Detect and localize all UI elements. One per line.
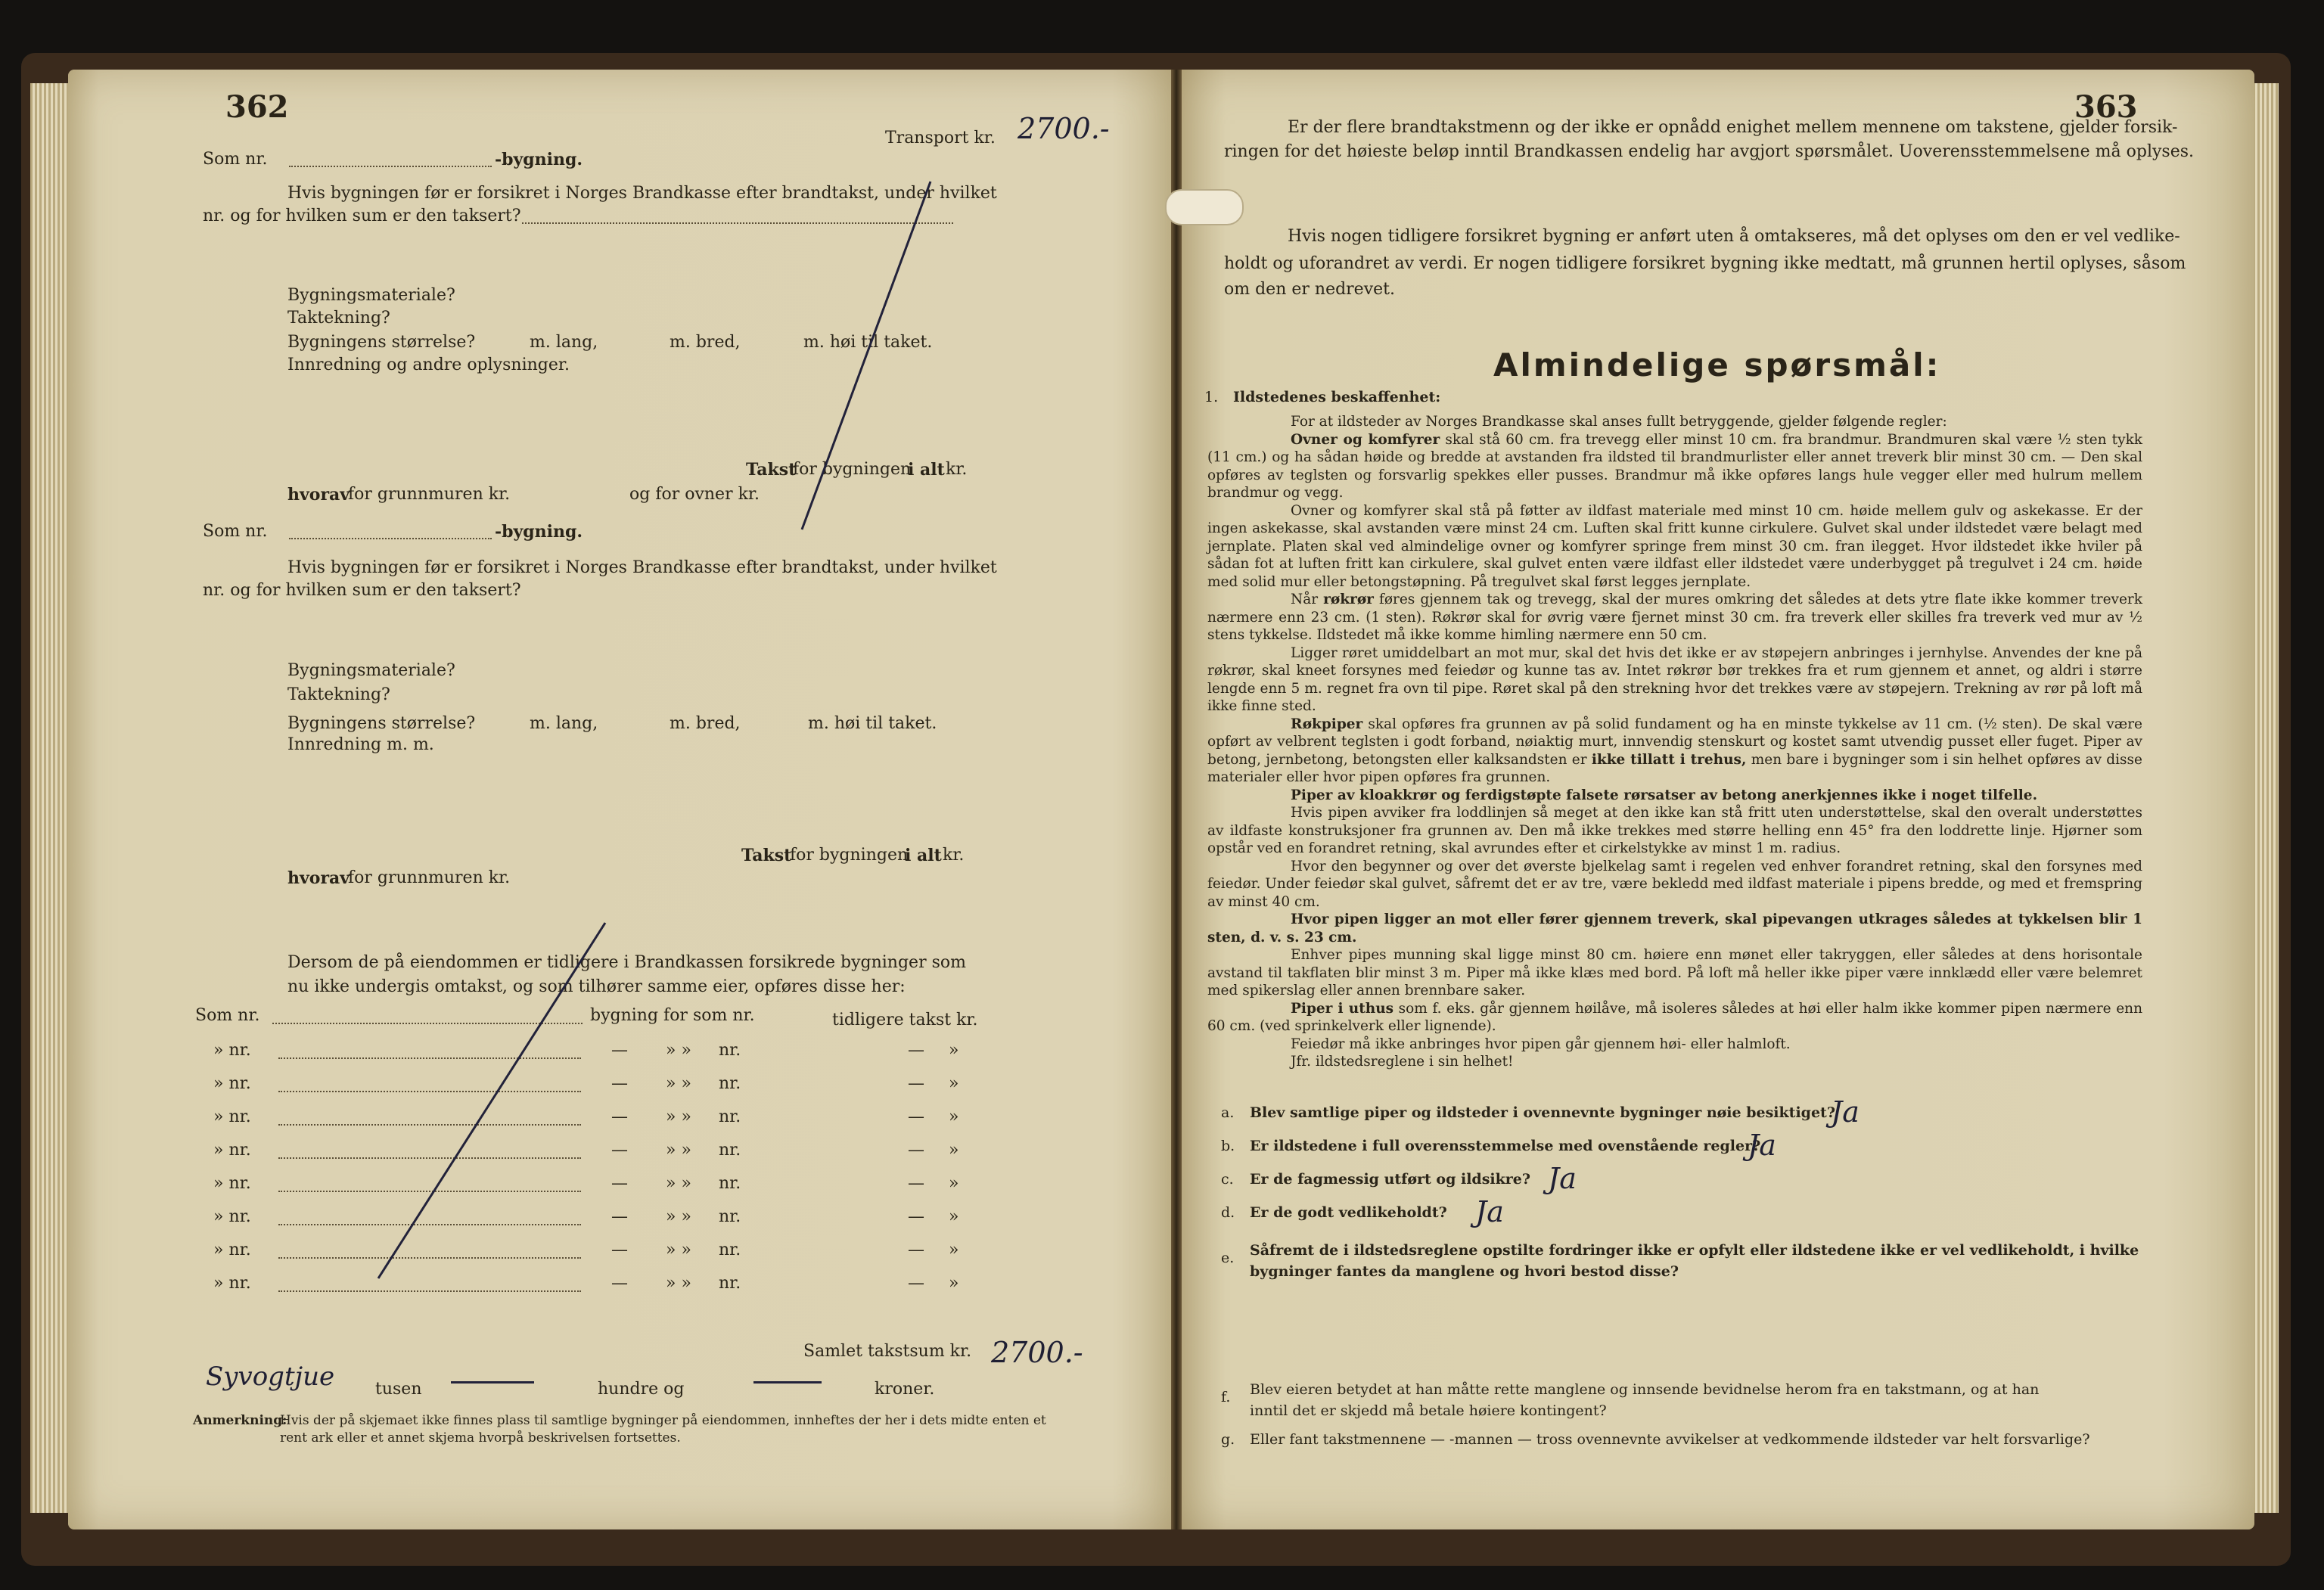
innredning-1: Innredning og andre oplysninger. <box>287 356 570 374</box>
list-first-takst: tidligere takst kr. <box>832 1011 978 1029</box>
rule-p3: Ovner og komfyrer skal stå på føtter av ildfast materiale med minst 10 cm. høide mellem gulv og askekasse. Er der ingen askekasse, skal avstanden være minst 24 cm. Luften skal fritt kunne cirkulere. Gulvet skal under ildstedet være belagt med jernplate. Platen skal ved almindelige ovner og komfyrer springe frem minst 30 cm. fran ilegget. Hvor ildstedet ikke hviler på sådan fot at luften fritt kan cirkulere, skal gulvet enten være ildfast eller ildstedet være underbygget på tregulvet i 24 cm. høide med solid mur eller betongstøpning. På tregulvet skal først legges jernplate. <box>1207 502 2142 590</box>
list-row-dash2: — <box>908 1041 924 1060</box>
rule-p12 <box>1207 1000 2142 1036</box>
question-answer: Ja <box>1475 1195 1504 1228</box>
hvis-text-1b: nr. og for hvilken sum er den taksert? <box>203 207 521 225</box>
list-first-somnr: Som nr. <box>195 1006 260 1025</box>
q-e-line2: bygninger fantes da manglene og hvori bestod disse? <box>1250 1263 1679 1280</box>
rule-p2 <box>1207 431 2142 502</box>
list-row-quote2: » <box>949 1207 959 1226</box>
list-row-label: » nr. <box>213 1174 251 1193</box>
rule-p8: Hvis pipen avviker fra loddlinjen så meget at den ikke kan stå fritt uten understøttelse, skal den overalt understøttes av ildfaste konstruksjoner fra grunnen av. Den må ikke trekkes med større helling enn 45° fra den loddrette linje. Hjørner som opstår ved en forandret retning, skal avrundes efter et cirkelstykke av minst 1 m. radius. <box>1207 805 2142 856</box>
m-bred-1: m. bred, <box>670 333 741 352</box>
rule-p11: Enhver pipes munning skal ligge minst 80 cm. høiere enn mønet eller takryggen, eller således at dens horisontale avstand til takflaten blir minst 3 m. Piper må ikke klæs med bord. På loft må heller ikke piper være innklædd eller være belemret med spikerslag eller annen brennbare saker. <box>1207 947 2142 998</box>
general-questions-heading: Almindelige spørsmål: <box>1493 346 1941 384</box>
list-row-dash: — <box>611 1207 628 1226</box>
list-row-nr: nr. <box>719 1174 741 1193</box>
list-row-quotes: » » <box>666 1274 691 1293</box>
transport-label: Transport kr. <box>885 129 996 148</box>
page-number-right: 363 <box>2074 89 2138 125</box>
m-bred-2: m. bred, <box>670 714 741 733</box>
intro2-line1: Hvis nogen tidligere forsikret bygning er anført uten å omtakseres, må det oplyses om den er vel vedlike- <box>1288 227 2180 246</box>
takst-label-1: Takst <box>746 460 797 480</box>
question-text: Er de fagmessig utført og ildsikre? <box>1250 1171 1531 1188</box>
list-row-nr: nr. <box>719 1141 741 1160</box>
tusen-dash <box>451 1381 534 1383</box>
q-f-line2: inntil det er skjedd må betale høiere kontingent? <box>1250 1402 1607 1419</box>
hundre-label: hundre og <box>598 1380 685 1399</box>
list-row-quotes: » » <box>666 1107 691 1126</box>
takst-mid-1: for bygningen <box>793 460 912 479</box>
anmerkning-line-2: rent ark eller et annet skjema hvorpå beskrivelsen fortsettes. <box>280 1430 681 1446</box>
rule-p2-bold: Ovner og komfyrer <box>1291 431 1440 448</box>
rule-p12-bold: Piper i uthus <box>1291 1000 1394 1017</box>
materiale-2: Bygningsmateriale? <box>287 661 455 680</box>
list-row-dash: — <box>611 1074 628 1093</box>
list-row-quotes: » » <box>666 1207 691 1226</box>
som-nr-label-1: Som nr. <box>203 150 268 169</box>
list-row-quote2: » <box>949 1041 959 1060</box>
hvis-text-1a: Hvis bygningen før er forsikret i Norges Brandkasse efter brandtakst, under hvilket <box>287 184 997 203</box>
question-text: Er ildstedene i full overensstemmelse med ovenstående regler? <box>1250 1138 1761 1154</box>
list-row-quotes: » » <box>666 1241 691 1259</box>
q-f-letter: f. <box>1221 1389 1231 1405</box>
m-lang-1: m. lang, <box>530 333 598 352</box>
hvorav-label-2: hvorav <box>287 868 350 888</box>
intro2-line2: holdt og uforandret av verdi. Er nogen tidligere forsikret bygning ikke medtatt, må grunnen hertil oplyses, såsom <box>1224 254 2186 273</box>
list-row-label: » nr. <box>213 1141 251 1160</box>
list-row-dash2: — <box>908 1107 924 1126</box>
rule-p6-end: men bare i bygninger som i sin helhet opføres av disse materialer eller hvor pipen opføres fra grunnen. <box>1207 751 2142 785</box>
bygning-label-1: -bygning. <box>495 150 583 169</box>
list-row-nr: nr. <box>719 1207 741 1226</box>
list-row-quote2: » <box>949 1074 959 1093</box>
list-row-dash: — <box>611 1174 628 1193</box>
q-g-letter: g. <box>1221 1431 1235 1448</box>
hvorav-grunnmur-1: for grunnmuren kr. <box>348 485 511 504</box>
list-row-label: » nr. <box>213 1074 251 1093</box>
list-row-quotes: » » <box>666 1174 691 1193</box>
rule-p1: For at ildsteder av Norges Brandkasse skal anses fullt betryggende, gjelder følgende regler: <box>1291 414 1947 430</box>
hvorav-ovner-1: og for ovner kr. <box>629 485 760 504</box>
list-row-label: » nr. <box>213 1274 251 1293</box>
m-lang-2: m. lang, <box>530 714 598 733</box>
q-e-letter: e. <box>1221 1250 1235 1266</box>
list-row-nr: nr. <box>719 1241 741 1259</box>
section-1-title: Ildstedenes beskaffenhet: <box>1233 389 1441 405</box>
list-row-nr: nr. <box>719 1107 741 1126</box>
list-row-dash2: — <box>908 1074 924 1093</box>
list-row-dash2: — <box>908 1174 924 1193</box>
list-row-nr: nr. <box>719 1041 741 1060</box>
list-first-bygning: bygning for som nr. <box>590 1006 755 1025</box>
samlet-value: 2700.- <box>991 1336 1083 1369</box>
materiale-1: Bygningsmateriale? <box>287 286 455 305</box>
q-e-line1: Såfremt de i ildstedsreglene opstilte fordringer ikke er opfylt eller ildstedene ikke er vel vedlikeholdt, i hvilke <box>1250 1242 2139 1259</box>
intro1-line1: Er der flere brandtakstmenn og der ikke er opnådd enighet mellem mennene om takstene, gjelder forsik- <box>1288 118 2178 137</box>
question-text: Er de godt vedlikeholdt? <box>1250 1204 1447 1221</box>
rule-p6-bold2: ikke tillatt i trehus, <box>1591 751 1747 768</box>
rules-text <box>1207 413 2142 1071</box>
intro1-line2: ringen for det høieste beløp inntil Brandkassen endelig har avgjort spørsmålet. Uoverensstemmelsene må oplyses. <box>1224 142 2195 161</box>
list-row-dash: — <box>611 1107 628 1126</box>
question-letter: c. <box>1221 1171 1234 1188</box>
samlet-label: Samlet takstsum kr. <box>803 1342 972 1361</box>
list-row-dash2: — <box>908 1241 924 1259</box>
kroner-label: kroner. <box>875 1380 935 1399</box>
list-row-dash: — <box>611 1141 628 1160</box>
question-letter: a. <box>1221 1104 1235 1121</box>
takst-label-2: Takst <box>741 846 792 865</box>
list-row-quote2: » <box>949 1274 959 1293</box>
list-row-nr: nr. <box>719 1274 741 1293</box>
taktekning-2: Taktekning? <box>287 685 390 704</box>
cancel-stroke-2 <box>378 923 605 1278</box>
hvorav-grunnmur-2: for grunnmuren kr. <box>348 868 511 887</box>
rule-p10: Hvor pipen ligger an mot eller fører gjennem treverk, skal pipevangen utkrages således at tykkelsen blir 1 sten, d. v. s. 23 cm. <box>1207 911 2142 946</box>
list-row-quotes: » » <box>666 1074 691 1093</box>
question-text: Blev samtlige piper og ildsteder i ovennevnte bygninger nøie besiktiget? <box>1250 1104 1835 1121</box>
rule-p6-text: skal opføres fra grunnen av på solid fundament og ha en minste tykkelse av 11 cm. (½ sten). De skal være opført av velbrent teglsten i godt forband, nøiaktig murt, innvendig stenskurt og kostet samt utvendig pusset eller fuget. Piper av betong, jernbetong, betongsten eller kalksandsten er <box>1207 716 2142 768</box>
anmerkning-label: Anmerkning: <box>193 1413 287 1428</box>
m-hoi-2: m. høi til taket. <box>808 714 937 733</box>
list-row-dash: — <box>611 1274 628 1293</box>
rule-p5: Ligger røret umiddelbart an mot mur, skal det hvis det ikke er av støpejern anbringes i jernhylse. Anvendes der kne på røkrør, skal kneet forsynes med feiedør og kunne tas av. Intet røkrør bør trekkes fra et rum gjennem et annet, og aldri i større lengde enn 5 m. regnet fra ovn til pipe. Røret skal på den strekning hvor det trekkes være av støpejern. Trekning av rør på loft må ikke finne sted. <box>1207 644 2142 714</box>
rule-p9: Hvor den begynner og over det øverste bjelkelag samt i regelen ved enhver forandret retning, skal den forsynes med feiedør. Under feiedør skal gulvet, såfremt det er av tre, være bekledd med ildfast materiale i pipens bredde, og med et fremspring av minst 40 cm. <box>1207 858 2142 910</box>
rule-p6 <box>1207 716 2142 787</box>
list-row-dash2: — <box>908 1141 924 1160</box>
transport-value: 2700.- <box>1018 112 1110 145</box>
tusen-label: tusen <box>375 1380 422 1399</box>
q-f-line1: Blev eieren betydet at han måtte rette manglene og innsende bevidnelse herom fra en takstmann, og at han <box>1250 1381 2040 1398</box>
words-handwritten: Syvogtjue <box>206 1362 335 1392</box>
list-row-dash2: — <box>908 1274 924 1293</box>
takst-bold-2: i alt <box>905 846 942 865</box>
rule-p12-text: som f. eks. går gjennem høilåve, må isoleres således at høi eller halm ikke kommer pipen nærmere enn 60 cm. (ved sprinkelverk eller lignende). <box>1207 1000 2142 1034</box>
page-number-left: 362 <box>225 89 289 125</box>
question-letter: b. <box>1221 1138 1235 1154</box>
rule-p7: Piper av kloakkrør og ferdigstøpte falsete rørsatser av betong anerkjennes ikke i noget tilfelle. <box>1291 787 2038 803</box>
list-row-quote2: » <box>949 1141 959 1160</box>
list-row-dash: — <box>611 1041 628 1060</box>
takst-kr-2: kr. <box>943 846 965 865</box>
question-letter: d. <box>1221 1204 1235 1221</box>
m-hoi-1: m. høi til taket. <box>803 333 933 352</box>
rule-p4-text: føres gjennem tak og trevegg, skal der mures omkring det således at dets ytre flate ikke kommer treverk nærmere enn 23 cm. (1 sten). Røkrør skal for øvrig være fjernet minst 30 cm. fra treverk eller skilles fra treverk ved mur av ½ stens tykkelse. Ildstedet må ikke komme himling nærmere enn 50 cm. <box>1207 592 2142 643</box>
rule-p13: Feiedør må ikke anbringes hvor pipen går gjennem høi- eller halmloft. <box>1291 1036 1791 1052</box>
section-1-number: 1. <box>1204 389 1219 405</box>
rule-p4-bold: røkrør <box>1323 592 1374 607</box>
q-g-line1: Eller fant takstmennene — -mannen — tross ovennevnte avvikelser at vedkommende ildsteder var helt forsvarlige? <box>1250 1431 2090 1448</box>
rule-p6-bold: Røkpiper <box>1291 716 1363 732</box>
hundre-dash <box>753 1381 822 1383</box>
hvorav-label-1: hvorav <box>287 485 350 505</box>
list-row-quotes: » » <box>666 1041 691 1060</box>
list-row-nr: nr. <box>719 1074 741 1093</box>
dersom-line-1: Dersom de på eiendommen er tidligere i Brandkassen forsikrede bygninger som <box>287 953 966 972</box>
list-row-quote2: » <box>949 1174 959 1193</box>
dersom-line-2: nu ikke undergis omtakst, og som tilhører samme eier, opføres disse her: <box>287 977 906 996</box>
list-row-label: » nr. <box>213 1207 251 1226</box>
rule-p4 <box>1207 591 2142 644</box>
list-row-dash: — <box>611 1241 628 1259</box>
list-row-label: » nr. <box>213 1107 251 1126</box>
takst-kr-1: kr. <box>946 460 968 479</box>
list-row-quote2: » <box>949 1107 959 1126</box>
question-answer: Ja <box>1548 1162 1577 1195</box>
takst-bold-1: i alt <box>908 460 945 480</box>
storrelse-1: Bygningens størrelse? <box>287 333 476 352</box>
rule-p4-pre: Når <box>1291 592 1319 607</box>
hvis-text-2b: nr. og for hvilken sum er den taksert? <box>203 581 521 600</box>
list-row-quote2: » <box>949 1241 959 1259</box>
list-row-label: » nr. <box>213 1041 251 1060</box>
taktekning-1: Taktekning? <box>287 309 390 328</box>
cancel-stroke-1 <box>802 182 931 529</box>
question-answer: Ja <box>1748 1129 1776 1162</box>
list-row-label: » nr. <box>213 1241 251 1259</box>
innredning-2: Innredning m. m. <box>287 735 434 754</box>
hvis-text-2a: Hvis bygningen før er forsikret i Norges Brandkasse efter brandtakst, under hvilket <box>287 558 997 577</box>
storrelse-2: Bygningens størrelse? <box>287 714 476 733</box>
intro2-line3: om den er nedrevet. <box>1224 280 1395 299</box>
som-nr-label-2: Som nr. <box>203 522 268 541</box>
list-row-dash2: — <box>908 1207 924 1226</box>
takst-mid-2: for bygningen <box>790 846 909 865</box>
list-row-quotes: » » <box>666 1141 691 1160</box>
anmerkning-line-1: Hvis der på skjemaet ikke finnes plass til samtlige bygninger på eiendommen, innheftes der her i dets midte enten et <box>280 1413 1046 1428</box>
rule-p14: Jfr. ildstedsreglene i sin helhet! <box>1291 1054 1514 1070</box>
question-answer: Ja <box>1831 1095 1860 1129</box>
bygning-label-2: -bygning. <box>495 522 583 542</box>
rule-p2-text: skal stå 60 cm. fra trevegg eller minst 10 cm. fra brandmur. Brandmuren skal være ½ sten tykk (11 cm.) og ha sådan høide og bredde at avstanden fra ildsted til brandmurlister eller annet treverk blir minst 30 cm. — Den skal opføres av teglsten og forsvarlig spekkes eller pusses. Brandmur må ikke opføres langs hule vegger eller med hulrum mellem brandmur og vegg. <box>1207 431 2142 501</box>
